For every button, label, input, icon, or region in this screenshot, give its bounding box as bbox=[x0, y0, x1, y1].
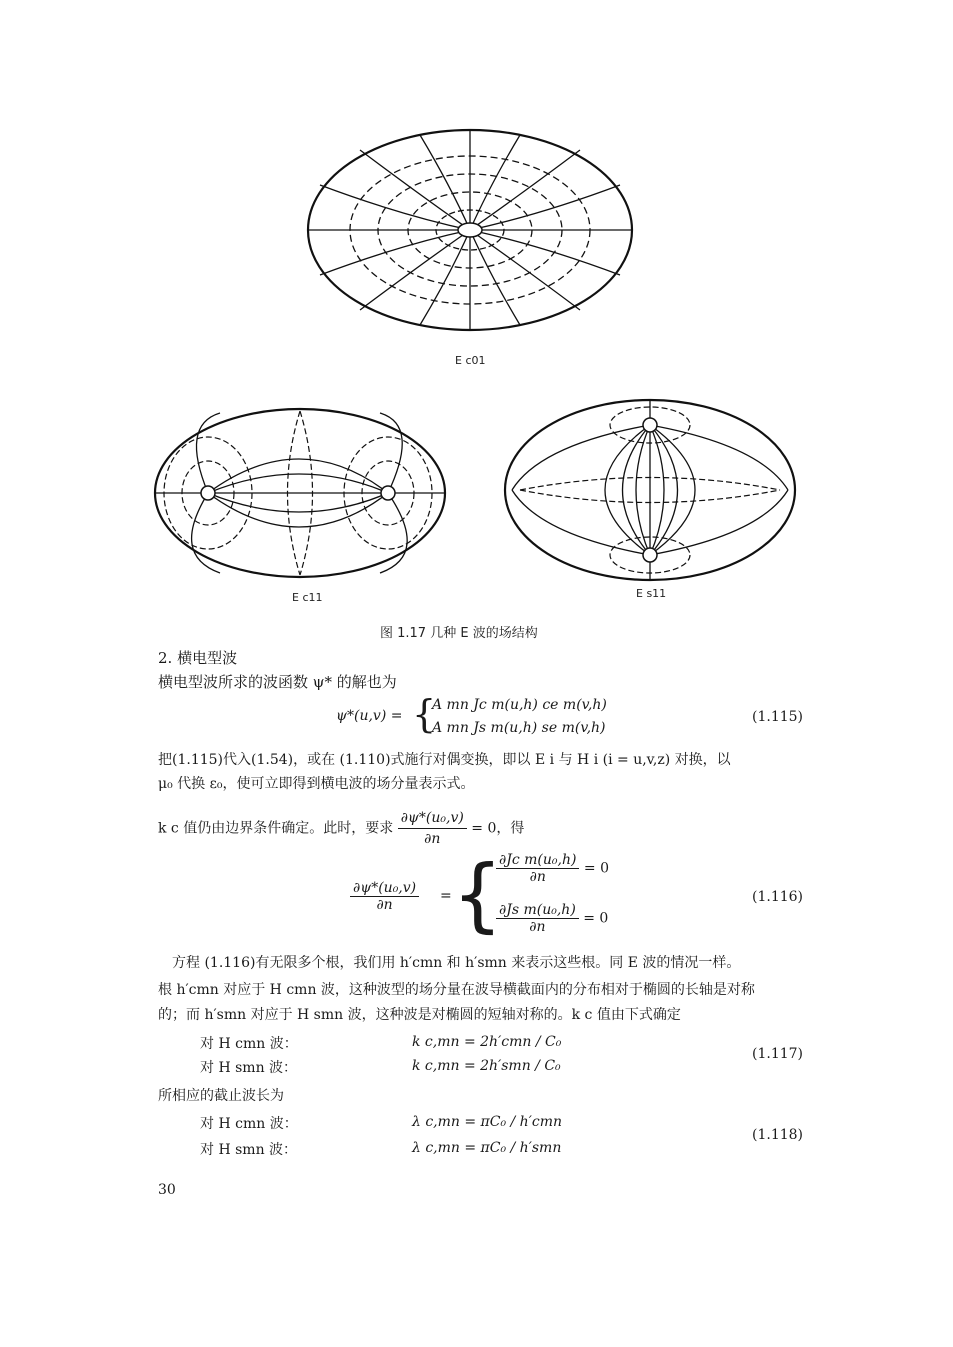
para3-line3: 的；而 h′smn 对应于 H smn 波，这种波是对椭圆的短轴对称的。k c 值由下式确定 bbox=[158, 1007, 681, 1023]
figure-ec11 bbox=[150, 405, 450, 585]
eq116-top-zero: = 0 bbox=[583, 860, 609, 877]
eq115-number: (1.115) bbox=[752, 709, 804, 725]
para2 bbox=[158, 808, 524, 849]
eq117-label1: 对 H cmn 波： bbox=[200, 1036, 298, 1052]
ec01-field-diagram bbox=[300, 125, 640, 350]
eq116-bottom bbox=[496, 902, 608, 935]
figure-label-ec01: E c01 bbox=[455, 354, 486, 367]
eq117-label2: 对 H smn 波： bbox=[200, 1060, 298, 1076]
eq118-label2: 对 H smn 波： bbox=[200, 1142, 298, 1158]
eq116-brace: { bbox=[452, 848, 503, 941]
eq115-line1: A mn Jc m(u,h) ce m(v,h) bbox=[432, 697, 607, 713]
eq116-bot-den: ∂n bbox=[529, 919, 546, 935]
section-heading: 2. 横电型波 bbox=[158, 649, 238, 667]
eq115-line2: A mn Js m(u,h) se m(v,h) bbox=[432, 720, 606, 736]
section-intro: 横电型波所求的波函数 ψ* 的解也为 bbox=[158, 673, 397, 691]
para3-line1: 方程 (1.116)有无限多个根，我们用 h′cmn 和 h′smn 来表示这些根。同 E 波的情况一样。 bbox=[172, 955, 741, 971]
eq116-bot-num: ∂Js m(u₀,h) bbox=[496, 902, 579, 919]
eq117-formula1: k c,mn = 2h′cmn / C₀ bbox=[412, 1034, 562, 1050]
eq118-formula2: λ c,mn = πC₀ / h′smn bbox=[412, 1140, 562, 1156]
para2-frac-num: ∂ψ*(u₀,v) bbox=[398, 808, 467, 829]
eq118-label1: 对 H cmn 波： bbox=[200, 1116, 298, 1132]
para2-prefix: k c 值仍由边界条件确定。此时，要求 bbox=[158, 820, 394, 837]
figure-ec01 bbox=[300, 125, 640, 350]
eq116-top-den: ∂n bbox=[529, 869, 546, 885]
figure-label-es11: E s11 bbox=[636, 587, 667, 600]
eq116-top bbox=[496, 852, 609, 885]
para1-line2: μ₀ 代换 ε₀，使可立即得到横电波的场分量表示式。 bbox=[158, 776, 475, 792]
para4: 所相应的截止波长为 bbox=[158, 1088, 284, 1104]
page-number: 30 bbox=[158, 1182, 176, 1198]
para2-suffix: = 0，得 bbox=[471, 820, 525, 837]
eq117-number: (1.117) bbox=[752, 1046, 804, 1062]
eq115-brace: { bbox=[412, 692, 437, 736]
eq117-formula2: k c,mn = 2h′smn / C₀ bbox=[412, 1058, 561, 1074]
eq116-lhs-den: ∂n bbox=[376, 897, 393, 913]
eq118-number: (1.118) bbox=[752, 1127, 804, 1143]
eq115-lhs: ψ*(u,v) = bbox=[336, 708, 403, 724]
figure-caption: 图 1.17 几种 E 波的场结构 bbox=[380, 626, 538, 641]
es11-field-diagram bbox=[500, 395, 800, 585]
para2-fraction bbox=[398, 808, 467, 849]
eq116-bot-zero: = 0 bbox=[583, 910, 609, 927]
eq116-number: (1.116) bbox=[752, 889, 804, 905]
eq118-formula1: λ c,mn = πC₀ / h′cmn bbox=[412, 1114, 563, 1130]
eq116-top-num: ∂Jc m(u₀,h) bbox=[496, 852, 579, 869]
para3-line2: 根 h′cmn 对应于 H cmn 波，这种波型的场分量在波导横截面内的分布相对于椭圆的长轴是对称 bbox=[158, 982, 755, 998]
eq116-lhs bbox=[350, 880, 419, 913]
eq116-equals: = bbox=[440, 888, 452, 904]
eq116-lhs-num: ∂ψ*(u₀,v) bbox=[350, 880, 419, 897]
para1-line1: 把(1.115)代入(1.54)，或在 (1.110)式施行对偶变换，即以 E i 与 H i (i = u,v,z) 对换，以 bbox=[158, 752, 731, 768]
ec11-field-diagram bbox=[150, 405, 450, 585]
para2-frac-den: ∂n bbox=[424, 831, 441, 847]
figure-es11 bbox=[500, 395, 800, 585]
figure-label-ec11: E c11 bbox=[292, 591, 323, 604]
